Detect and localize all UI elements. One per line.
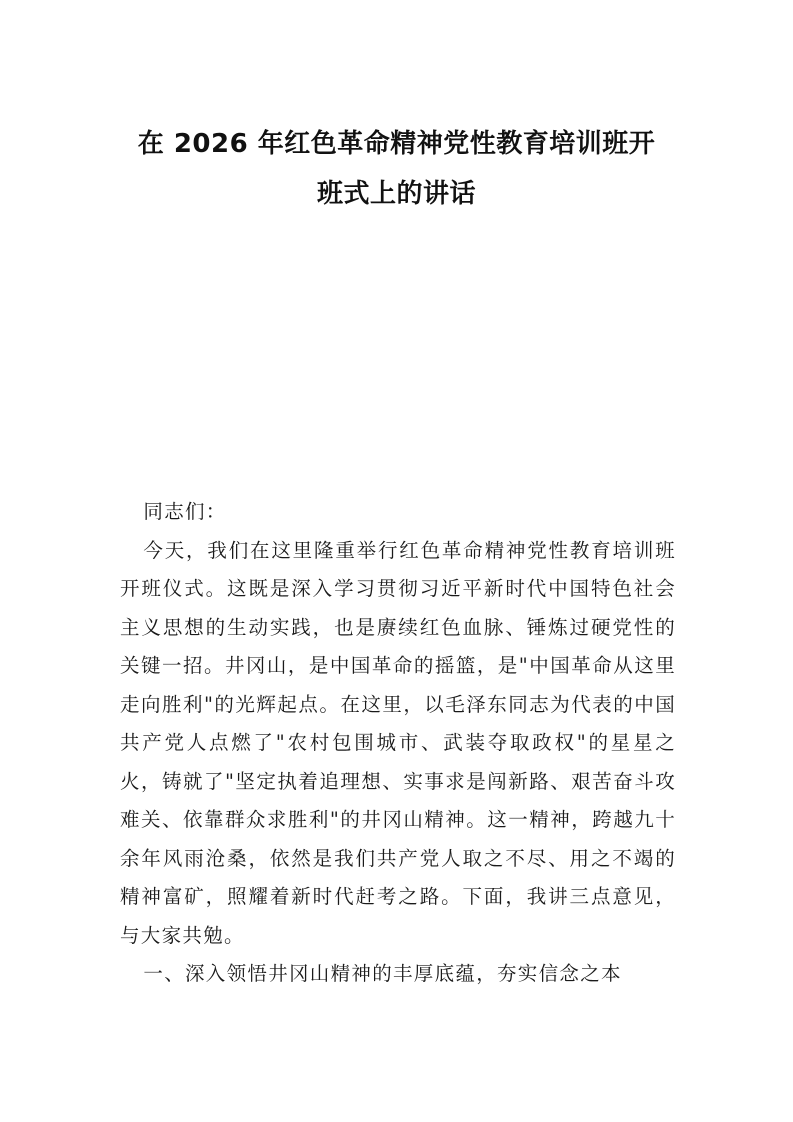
salutation: 同志们： <box>143 500 227 523</box>
document-title-line-2: 班式上的讲话 <box>316 179 476 209</box>
document-title-line-1: 在 2026 年红色革命精神党性教育培训班开 <box>137 129 656 159</box>
document-body <box>120 493 676 994</box>
body-paragraph: 今天，我们在这里隆重举行红色革命精神党性教育培训班开班仪式。这既是深入学习贯彻习近平新时代中国特色社会主义思想的生动实践，也是赓续红色血脉、锤炼过硬党性的关键一招。井冈山，是中国革命的摇篮，是"中国革命从这里走向胜利"的光辉起点。在这里，以毛泽东同志为代表的中国共产党人点燃了"农村包围城市、武装夺取政权"的星星之火，铸就了"坚定执着追理想、实事求是闯新路、艰苦奋斗攻难关、依靠群众求胜利"的井冈山精神。这一精神，跨越九十余年风雨沧桑，依然是我们共产党人取之不尽、用之不竭的精神富矿，照耀着新时代赶考之路。下面，我讲三点意见，与大家共勉。 <box>120 538 676 947</box>
section-heading: 一、深入领悟井冈山精神的丰厚底蕴，夯实信念之本 <box>143 962 622 985</box>
